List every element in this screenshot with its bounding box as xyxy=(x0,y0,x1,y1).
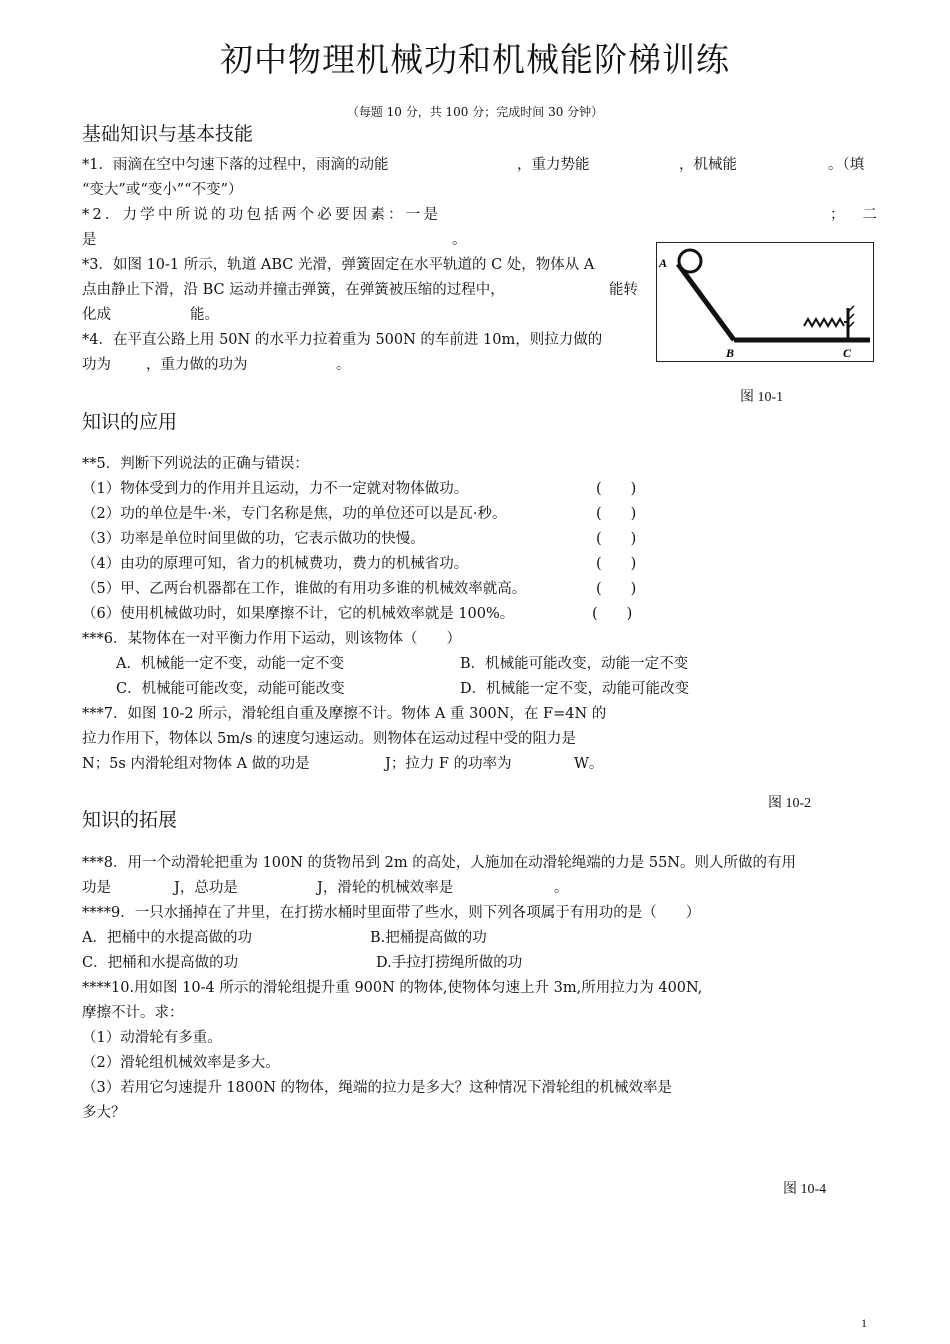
q5-blank-2: ( ) xyxy=(596,506,637,522)
page-subtitle: （每题 10 分，共 100 分；完成时间 30 分钟） xyxy=(346,105,604,119)
ball xyxy=(679,250,701,272)
q5-item-2: （2）功的单位是牛·米，专门名称是焦，功的单位还可以是瓦·秒。 xyxy=(82,506,507,522)
figure-10-1-track-diagram xyxy=(656,242,874,362)
slope-track xyxy=(678,264,734,340)
q8-line2-a: 功是 xyxy=(82,880,111,896)
q5-item-3: （3）功率是单位时间里做的功，它表示做功的快慢。 xyxy=(82,531,425,547)
q5-item-5: （5）甲、乙两台机器都在工作，谁做的有用功多谁的机械效率就高。 xyxy=(82,581,527,597)
page-number: 1 xyxy=(861,1316,867,1330)
q10-part-3-cont: 多大？ xyxy=(82,1105,126,1121)
section-heading-application: 知识的应用 xyxy=(82,411,178,433)
q1-line1-c: ，机械能 xyxy=(679,157,737,173)
q5-blank-3: ( ) xyxy=(596,531,637,547)
label-b: B xyxy=(726,346,735,360)
q3-line3-b: 能。 xyxy=(190,307,219,323)
q9-option-b: B.把桶提高做的功 xyxy=(370,930,487,946)
q9-option-d: D.手拉打捞绳所做的功 xyxy=(376,955,523,971)
q5-blank-4: ( ) xyxy=(596,556,637,572)
figure-10-4-caption: 图 10-4 xyxy=(783,1182,827,1197)
page-title: 初中物理机械功和机械能阶梯训练 xyxy=(220,40,730,79)
q7-line1: ***7．如图 10-2 所示，滑轮组自重及摩擦不计。物体 A 重 300N，在 F=4N 的 xyxy=(82,706,607,722)
q2-line1-a: *2．力学中所说的功包括两个必要因素：一是 xyxy=(82,207,442,223)
q8-line2-b: J，总功是 xyxy=(174,880,238,896)
q5-item-1: （1）物体受到力的作用并且运动，力不一定就对物体做功。 xyxy=(82,481,469,497)
section-heading-basic: 基础知识与基本技能 xyxy=(82,123,254,145)
label-c: C xyxy=(843,346,852,360)
q2-line2-b: 。 xyxy=(452,232,467,248)
q4-line2-b: ，重力做的功为 xyxy=(146,357,248,373)
q4-line1: *4．在平直公路上用 50N 的水平力拉着重为 500N 的车前进 10m，则拉力做的 xyxy=(82,332,603,348)
q3-line1: *3．如图 10-1 所示，轨道 ABC 光滑，弹簧固定在水平轨道的 C 处，物体从 A xyxy=(82,257,595,273)
q6-option-c: C．机械能可能改变，动能可能改变 xyxy=(116,681,345,697)
q1-line2: “变大”或“变小”“不变”） xyxy=(82,182,243,198)
q5-item-6: （6）使用机械做功时，如果摩擦不计，它的机械效率就是 100%。 xyxy=(82,606,515,622)
q8-line2-c: J，滑轮的机械效率是 xyxy=(317,880,454,896)
q2-line2-a: 是 xyxy=(82,232,97,248)
q7-line3-b: J；拉力 F 的功率为 xyxy=(385,756,512,772)
q9-head: ****9．一只水捅掉在了井里，在打捞水桶时里面带了些水，则下列各项属于有用功的是（ ） xyxy=(82,905,701,921)
q5-item-4: （4）由功的原理可知，省力的机械费功，费力的机械省功。 xyxy=(82,556,469,572)
q7-line2: 拉力作用下，物体以 5m/s 的速度匀速运动。则物体在运动过程中受的阻力是 xyxy=(82,731,577,747)
q3-line2-b: 能转 xyxy=(609,282,638,298)
q6-option-b: B．机械能可能改变，动能一定不变 xyxy=(460,656,689,672)
q9-option-c: C．把桶和水提高做的功 xyxy=(82,955,239,971)
spring xyxy=(804,319,844,326)
section-heading-extension: 知识的拓展 xyxy=(82,809,178,831)
q3-line2-a: 点由静止下滑，沿 BC 运动并撞击弹簧，在弹簧被压缩的过程中， xyxy=(82,282,505,298)
q10-part-1: （1）动滑轮有多重。 xyxy=(82,1030,222,1046)
figure-10-1-caption: 图 10-1 xyxy=(740,390,784,405)
figure-10-2-caption: 图 10-2 xyxy=(768,796,812,811)
q10-line1: ****10.用如图 10-4 所示的滑轮组提升重 900N 的物体,使物体匀速上升 3m,所用拉力为 400N, xyxy=(82,980,703,996)
q3-line3-a: 化成 xyxy=(82,307,111,323)
q6-option-a: A．机械能一定不变，动能一定不变 xyxy=(116,656,344,672)
q6-option-d: D．机械能一定不变，动能可能改变 xyxy=(460,681,690,697)
q1-line1-d: 。（填 xyxy=(828,157,865,173)
q10-part-2: （2）滑轮组机械效率是多大。 xyxy=(82,1055,280,1071)
q8-line1: ***8．用一个动滑轮把重为 100N 的货物吊到 2m 的高处，人施加在动滑轮绳端的力是 55N。则人所做的有用 xyxy=(82,855,796,871)
q1-line1-a: *1．雨滴在空中匀速下落的过程中，雨滴的动能 xyxy=(82,157,389,173)
q5-blank-1: ( ) xyxy=(596,481,637,497)
q10-line2: 摩擦不计。求： xyxy=(82,1005,184,1021)
q5-blank-6: ( ) xyxy=(592,606,633,622)
q9-option-a: A．把桶中的水提高做的功 xyxy=(82,930,252,946)
q10-part-3: （3）若用它匀速提升 1800N 的物体，绳端的拉力是多大？这种情况下滑轮组的机械效率是 xyxy=(82,1080,673,1096)
q7-line3-a: N；5s 内滑轮组对物体 A 做的功是 xyxy=(82,756,310,772)
q5-head: **5．判断下列说法的正确与错误： xyxy=(82,456,309,472)
q8-line2-d: 。 xyxy=(554,880,569,896)
q4-line2-a: 功为 xyxy=(82,357,111,373)
q5-blank-5: ( ) xyxy=(596,581,637,597)
q4-line2-c: 。 xyxy=(336,357,351,373)
q6-head: ***6．某物体在一对平衡力作用下运动，则该物体（ ） xyxy=(82,631,461,647)
q2-line1-b: ；二 xyxy=(830,207,895,223)
q7-line3-c: W。 xyxy=(574,756,604,772)
q1-line1-b: ，重力势能 xyxy=(517,157,590,173)
label-a: A xyxy=(659,256,668,270)
